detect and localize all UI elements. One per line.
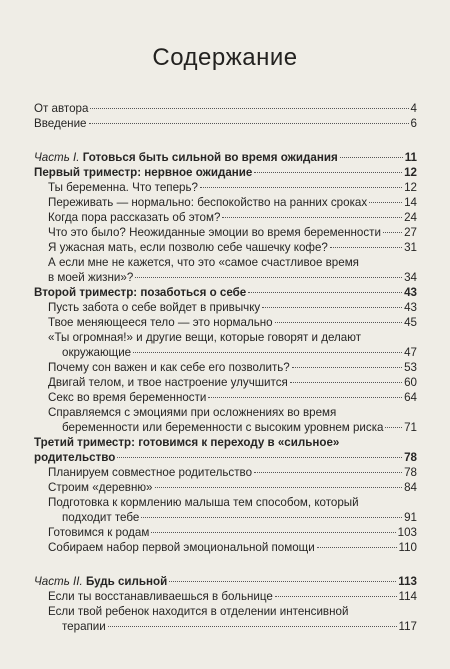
toc-entry [34,495,417,525]
toc-entry [34,390,417,405]
toc-entry [34,589,417,604]
toc-page-number: 12 [404,181,417,194]
toc-page-number: 14 [404,196,417,209]
toc-entry-title: Ты беременна. Что теперь? [48,181,198,194]
toc-leader-dots [108,626,397,627]
toc-leader-dots [262,307,402,308]
toc-leader-dots [141,517,402,518]
toc-entry-title: Когда пора рассказать об этом? [48,211,221,224]
toc-entry [34,300,417,315]
toc-leader-dots [200,187,402,188]
toc-entry-title: Двигай телом, и твое настроение улучшится [48,376,288,389]
toc-entry [34,405,417,435]
toc-entry [34,315,417,330]
toc-leader-dots [317,547,397,548]
toc-entry-title: Готовимся к родам [48,526,150,539]
toc-entry [34,180,417,195]
toc-entry [34,101,417,116]
toc-entry [34,360,417,375]
toc-entry-title: Строим «деревню» [48,481,153,494]
toc-entry [34,225,417,240]
toc-leader-dots [254,172,402,173]
toc-entry-title: Справляемся с эмоциями при осложнениях во время [48,406,337,419]
toc-entry [34,210,417,225]
toc-leader-dots [292,367,402,368]
toc-entry-title: Пусть забота о себе войдет в привычку [48,301,261,314]
toc-leader-dots [330,247,402,248]
toc-entry-title: Я ужасная мать, если позволю себе чашечку кофе? [48,241,328,254]
toc-entry-title: Второй триместр: позаботься о себе [34,286,247,299]
toc-leader-dots [275,596,397,597]
toc-page-number: 27 [404,226,417,239]
toc-page-number: 6 [410,117,417,130]
toc-entry [34,574,417,589]
toc-leader-dots [340,157,403,158]
toc-entry-title: Почему сон важен и как себе его позволить? [48,361,290,374]
toc-page-number: 64 [404,391,417,404]
toc-entry-title: Секс во время беременности [48,391,207,404]
toc-entry-title: Что это было? Неожиданные эмоции во время беременности [48,226,381,239]
toc-leader-dots [369,202,402,203]
toc-entry-title: От автора [34,102,89,115]
toc-page-number: 11 [404,151,417,164]
toc-page-number: 113 [398,575,417,588]
toc-entry [34,525,417,540]
toc-entry [34,255,417,285]
toc-leader-dots [208,397,402,398]
toc-entry-title: Если ты восстанавливаешься в больнице [48,590,273,603]
toc-entry-title: беременности или беременности с высоким уровнем риска [62,421,384,434]
toc-entry-title: «Ты огромная!» и другие вещи, которые говорят и делают [48,331,362,344]
toc-page-number: 117 [398,620,417,633]
toc-page-number: 43 [404,301,417,314]
toc-page-number: 78 [404,451,417,464]
toc-entry-title: Подготовка к кормлению малыша тем способом, который [48,496,359,509]
toc-entry-title: Переживать — нормально: беспокойство на ранних сроках [48,196,368,209]
toc-entry [34,435,417,465]
toc-entry [34,480,417,495]
toc-page-number: 47 [404,346,417,359]
toc-entry-title: Третий триместр: готовимся к переходу в «сильное» [34,436,340,449]
toc-leader-dots [133,352,402,353]
toc-entry-title: Первый триместр: нервное ожидание [34,166,253,179]
toc-entry-title: Планируем совместное родительство [48,466,253,479]
toc-leader-dots [383,232,402,233]
toc-entry-title: окружающие [62,346,132,359]
toc-leader-dots [89,123,409,124]
toc-entry [34,285,417,300]
toc-entry-title: Если твой ребенок находится в отделении интенсивной [48,605,349,618]
table-of-contents [34,101,417,634]
toc-page-number: 91 [404,511,417,524]
toc-leader-dots [290,382,402,383]
toc-entry [34,540,417,555]
toc-part-label: Часть I. [34,151,80,164]
toc-page-number: 12 [404,166,417,179]
toc-page-number: 71 [404,421,417,434]
toc-leader-dots [90,108,408,109]
toc-entry-title: Введение [34,117,87,130]
toc-entry-title: в моей жизни»? [48,271,134,284]
toc-leader-dots [385,427,402,428]
toc-leader-dots [169,581,396,582]
toc-entry-title: Готовься быть сильной во время ожидания [82,151,338,164]
toc-entry-title: Твое меняющееся тело — это нормально [48,316,273,329]
toc-page-number: 43 [404,286,417,299]
toc-page-number: 24 [404,211,417,224]
toc-page-number: 31 [404,241,417,254]
page-title: Содержание [152,44,298,71]
toc-entry [34,604,417,634]
toc-leader-dots [117,457,402,458]
toc-leader-dots [275,322,402,323]
toc-entry [34,330,417,360]
toc-entry-title: терапии [62,620,106,633]
toc-leader-dots [151,532,395,533]
toc-entry [34,116,417,131]
toc-entry-title: Собираем набор первой эмоциональной помощи [48,541,315,554]
toc-entry [34,165,417,180]
toc-page-number: 110 [398,541,417,554]
toc-page-number: 103 [397,526,417,539]
toc-page-number: 78 [404,466,417,479]
toc-leader-dots [254,472,402,473]
toc-entry-title: А если мне не кажется, что это «самое счастливое время [48,256,359,269]
toc-page-number: 84 [404,481,417,494]
toc-page-number: 34 [404,271,417,284]
toc-leader-dots [222,217,402,218]
toc-page-number: 45 [404,316,417,329]
toc-entry [34,465,417,480]
toc-page-number: 53 [404,361,417,374]
toc-leader-dots [248,292,402,293]
toc-leader-dots [155,487,403,488]
toc-entry [34,150,417,165]
toc-leader-dots [135,277,402,278]
toc-entry [34,375,417,390]
toc-page-number: 60 [404,376,417,389]
toc-page-number: 4 [410,102,417,115]
toc-entry [34,240,417,255]
toc-entry [34,195,417,210]
toc-entry-title: подходит тебе [62,511,140,524]
toc-entry-title: родительство [34,451,116,464]
toc-part-label: Часть II. [34,575,83,588]
toc-page-number: 114 [398,590,417,603]
toc-entry-title: Будь сильной [85,575,168,588]
